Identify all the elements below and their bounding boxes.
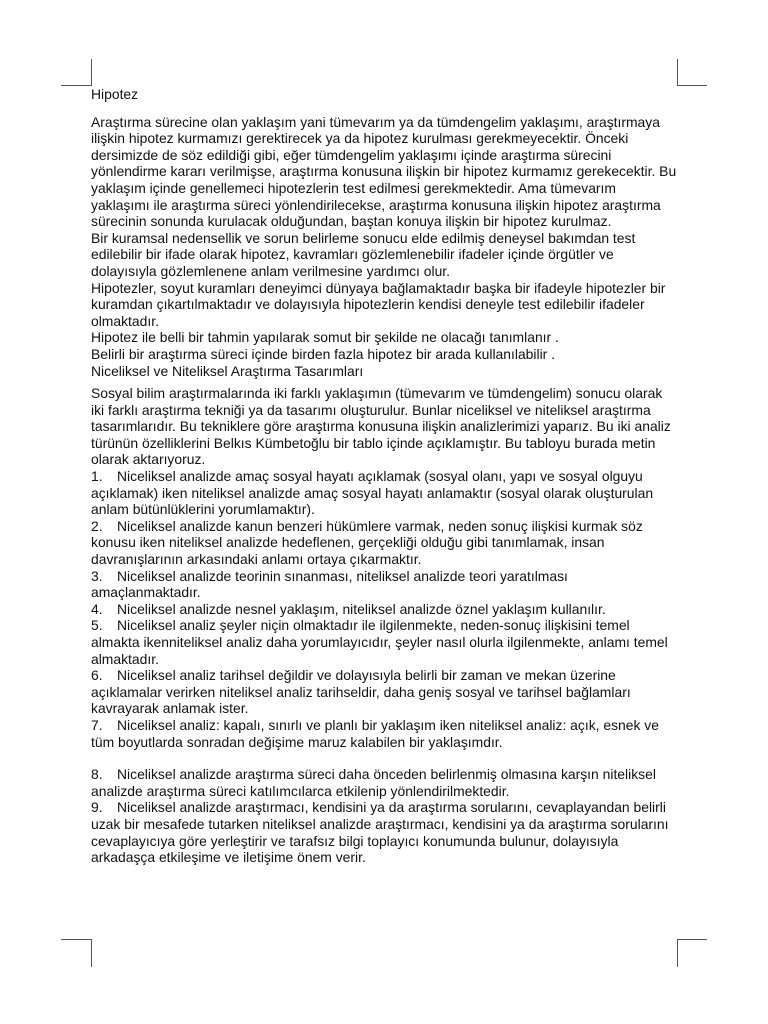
section-heading: Niceliksel ve Niteliksel Araştırma Tasarımları bbox=[91, 362, 364, 379]
list-item: 2. Niceliksel analizde kanun benzeri hükümlere varmak, neden sonuç ilişkisi kurmak söz konusu iken niteliksel analizde hedeflenen, gerçekliği olduğu gibi tanımlamak, insan davranışlarının arkasındaki anlamı ortaya çıkarmaktır. bbox=[91, 517, 643, 568]
list-item: 9. Niceliksel analizde araştırmacı, kendisini ya da araştırma sorularını, cevaplayandan belirli uzak bir mesafede tutarken niteliksel analizde araştırmacı, kendisini ya da araştırma sorularını cevaplayıcıya göre yerleştirir ve tarafsız bilgi toplayıcı konumunda bulunur, dolayısıyla arkadaşça etkileşime ve iletişime önem verir. bbox=[91, 799, 669, 866]
list-item: 8. Niceliksel analizde araştırma süreci daha önceden belirlenmiş olmasına karşın niteliksel analizde araştırma süreci katılımcılarca etkilenip yönlendirilmektedir. bbox=[91, 766, 656, 799]
document-title: Hipotez bbox=[91, 86, 139, 102]
document-page bbox=[91, 86, 677, 866]
list-item: 6. Niceliksel analiz tarihsel değildir ve dolayısıyla belirli bir zaman ve mekan üzerine açıklamalar verirken niteliksel analiz tarihseldir, daha geniş sosyal ve tarihsel bağlamları kavrayarak anlamak ister. bbox=[91, 667, 631, 717]
paragraph-research-designs: Sosyal bilim araştırmalarında iki farklı yaklaşımın (tümevarım ve tümdengelim) sonucu olarak iki farklı araştırma tekniği ya da tasarımı oluşturulur. Bunlar niceliksel ve niteliksel araştırma tasarımlarıdır. Bu tekniklere göre araştırma konusuna ilişkin analizlerimizi yaparız. Bu iki analiz türünün özelliklerini Belkıs Kümbetoğlu bir tablo içinde açıklamıştır. Bu tabloyu burada metin olarak aktarıyoruz. bbox=[91, 385, 671, 468]
list-comparison-a bbox=[91, 468, 677, 750]
list-item: 1. Niceliksel analizde amaç sosyal hayatı açıklamak (sosyal olanı, yapı ve sosyal olguyu açıklamak) iken niteliksel analizde amaç sosyal hayatı anlamaktır (sosyal olarak oluşturulan anlam bütünlüklerini yorumlamaktır). bbox=[91, 468, 654, 518]
list-item: 5. Niceliksel analiz şeyler niçin olmaktadır ile ilgilenmekte, neden-sonuç ilişkisini temel almakta ikenniteliksel analiz daha yorumlayıcıdır, şeyler nasıl olurla ilgilenmekte, anlamı temel almaktadır. bbox=[91, 617, 668, 667]
paragraph-hypothesis-prediction: Hipotez ile belli bir tahmin yapılarak somut bir şekilde ne olacağı tanımlanır . bbox=[91, 329, 559, 346]
list-item: 4. Niceliksel analizde nesnel yaklaşım, niteliksel analizde öznel yaklaşım kullanılır. bbox=[91, 600, 606, 617]
paragraph-multiple-hypotheses: Belirli bir araştırma süreci içinde birden fazla hipotez bir arada kullanılabilir . bbox=[91, 345, 556, 362]
paragraph-hypothesis-definition: Bir kuramsal nedensellik ve sorun belirleme sonucu elde edilmiş deneysel bakımdan test edilebilir bir ifade olarak hipotez, kavramları gözlemlenebilir ifadeler içinde örgütler ve dolayısıyla gözlemlenene anlam verilmesine yardımcı olur. bbox=[91, 229, 636, 279]
list-comparison-b bbox=[91, 766, 677, 866]
list-item: 3. Niceliksel analizde teorinin sınanması, niteliksel analizde teori yaratılması amaçlanmaktadır. bbox=[91, 567, 568, 601]
list-item: 7. Niceliksel analiz: kapalı, sınırlı ve planlı bir yaklaşım iken niteliksel analiz: açık, esnek ve tüm boyutlarda sonradan değişime maruz kalabilen bir yaklaşımdır. bbox=[91, 716, 659, 750]
paragraph-intro-hypothesis: Araştırma sürecine olan yaklaşım yani tümevarım ya da tümdengelim yaklaşımı, araştırmaya ilişkin hipotez kurmamızı gerektirecek ya da hipotez kurulması gerekmeyecektir. Önceki dersimizde de söz edildiği gibi, eğer tümdengelim yaklaşımı içinde araştırma sürecini yönlendirme kararı verilmişse, araştırma konusuna ilişkin bir hipotez kurmamız gerekecektir. Bu yaklaşım içinde genellemeci hipotezlerin test edilmesi gerekmektedir. Ama tümevarım yaklaşımı ile araştırma süreci yönlendirilecekse, araştırma konusuna ilişkin hipotez araştırma sürecinin sonunda kurulacak olduğundan, baştan konuya ilişkin bir hipotez kurulmaz. bbox=[91, 113, 677, 230]
paragraph-hypotheses-theory: Hipotezler, soyut kuramları deneyimci dünyaya bağlamaktadır başka bir ifadeyle hipotezler bir kuramdan çıkartılmaktadır ve dolayısıyla hipotezlerin kendisi deneyle test edilebilir ifadeler olmaktadır. bbox=[91, 279, 666, 329]
